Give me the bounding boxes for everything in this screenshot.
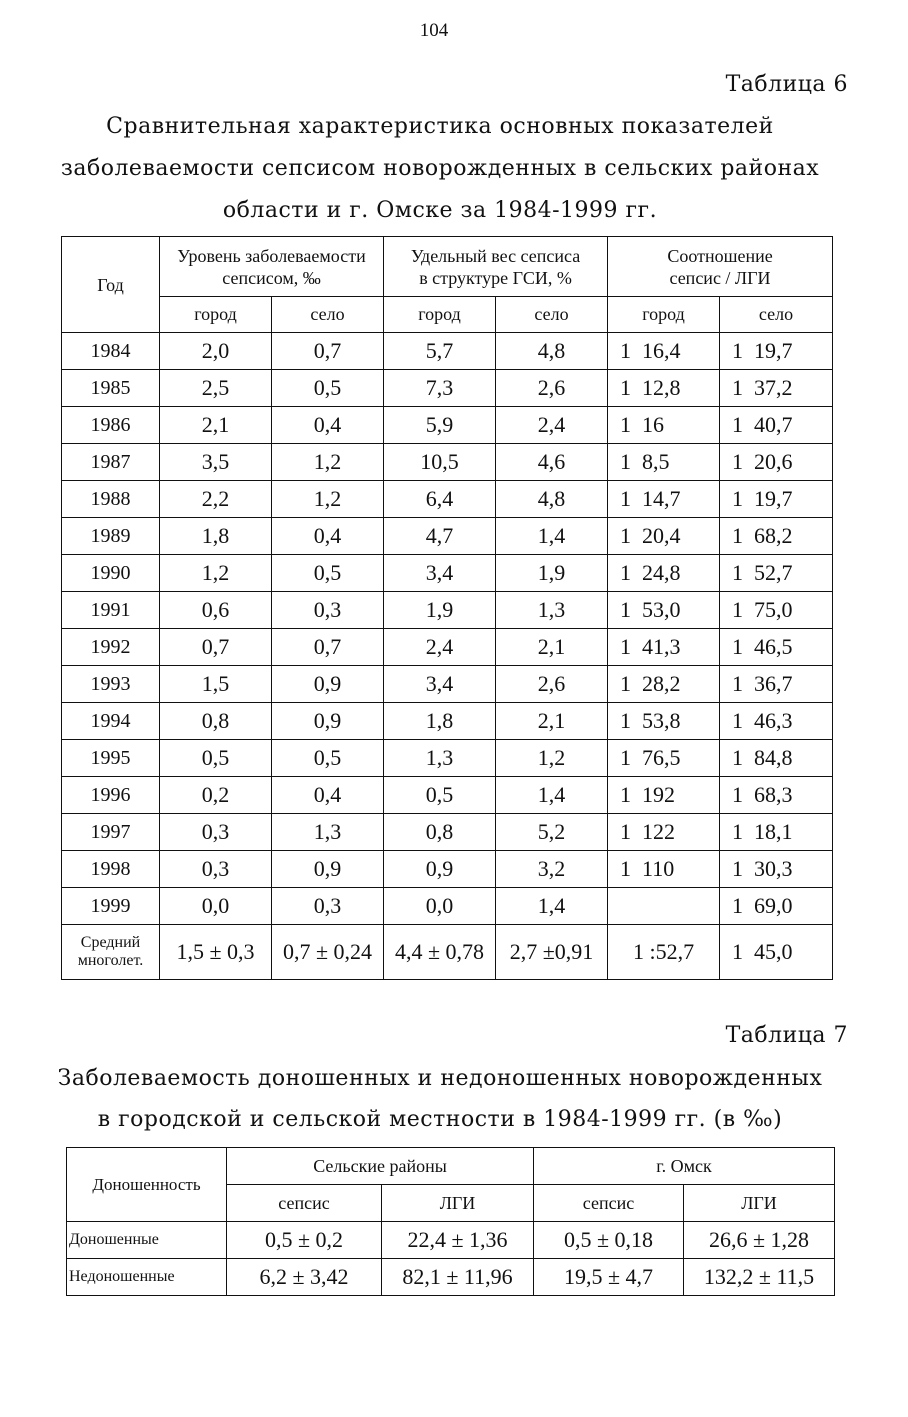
ratio-right: 36,7: [754, 671, 793, 696]
ratio-left: 1: [732, 782, 744, 807]
value-cell: 3,4: [384, 555, 496, 592]
ratio-cell: [608, 629, 720, 666]
table-row: [62, 481, 833, 518]
table-row: [67, 1222, 835, 1259]
ratio-right: 30,3: [754, 856, 793, 881]
value-cell: 2,4: [384, 629, 496, 666]
ratio-value: [720, 597, 832, 623]
ratio-right: 16,4: [642, 338, 681, 363]
table-row: [67, 1259, 835, 1296]
ratio-value: [720, 856, 832, 882]
ratio-left: 1: [620, 782, 632, 807]
value-cell: 10,5: [384, 444, 496, 481]
ratio-value: [720, 939, 832, 965]
ratio-cell: [608, 851, 720, 888]
year-cell: 1986: [62, 407, 160, 444]
ratio-value: [720, 375, 832, 401]
ratio-left: 1: [732, 745, 744, 770]
ratio-cell: [720, 740, 833, 777]
ratio-cell: [720, 370, 833, 407]
ratio-left: 1: [620, 560, 632, 585]
ratio-right: 46,5: [754, 634, 793, 659]
ratio-cell: [720, 703, 833, 740]
ratio-value: [608, 671, 719, 697]
table-row: [62, 814, 833, 851]
value-cell: 1,5: [160, 666, 272, 703]
value-cell: 1,4: [496, 777, 608, 814]
value-cell: 1,8: [160, 518, 272, 555]
ratio-cell: [608, 333, 720, 370]
table-row: [62, 370, 833, 407]
ratio-right: 8,5: [642, 449, 670, 474]
average-label-line-1: Средний: [80, 934, 141, 951]
ratio-value: [608, 560, 719, 586]
subheader-village: село: [720, 297, 833, 333]
ratio-value: [608, 782, 719, 808]
table7-title-line-2: в городской и сельской местности в 1984-1999 гг. (в ‰): [97, 1107, 783, 1132]
value-cell: 132,2 ± 11,5: [684, 1259, 835, 1296]
ratio-left: 1: [732, 708, 744, 733]
value-cell: 26,6 ± 1,28: [684, 1222, 835, 1259]
ratio-left: 1: [732, 486, 744, 511]
year-cell: 1985: [62, 370, 160, 407]
ratio-left: 1: [620, 819, 632, 844]
ratio-cell: [608, 444, 720, 481]
ratio-value: [720, 523, 832, 549]
subheader-city: город: [608, 297, 720, 333]
value-cell: 5,9: [384, 407, 496, 444]
ratio-value: [720, 708, 832, 734]
average-label: [62, 925, 160, 980]
ratio-value: [608, 375, 719, 401]
ratio-left: 1: [620, 375, 632, 400]
ratio-right: 192: [642, 782, 676, 807]
ratio-left: 1: [620, 338, 632, 363]
year-cell: 1989: [62, 518, 160, 555]
average-value: 1 :52,7: [608, 925, 720, 980]
subheader-village: село: [272, 297, 384, 333]
value-cell: 0,5: [272, 370, 384, 407]
value-cell: 1,3: [496, 592, 608, 629]
value-cell: 0,2: [160, 777, 272, 814]
value-cell: 0,3: [272, 888, 384, 925]
ratio-value: [720, 782, 832, 808]
value-cell: 0,7: [272, 333, 384, 370]
ratio-left: 1: [732, 671, 744, 696]
ratio-cell: [720, 444, 833, 481]
ratio-value: [720, 412, 832, 438]
ratio-value: [608, 523, 719, 549]
table-row: [62, 629, 833, 666]
ratio-right: 84,8: [754, 745, 793, 770]
ratio-right: 20,6: [754, 449, 793, 474]
ratio-cell: [720, 814, 833, 851]
year-cell: 1987: [62, 444, 160, 481]
value-cell: 5,7: [384, 333, 496, 370]
ratio-left: 1: [732, 819, 744, 844]
table-row: [62, 444, 833, 481]
year-cell: 1990: [62, 555, 160, 592]
ratio-left: 1: [732, 893, 744, 918]
average-label-line-2: многолет.: [77, 952, 144, 969]
table7: [66, 1147, 835, 1296]
ratio-cell: [720, 592, 833, 629]
value-cell: 1,8: [384, 703, 496, 740]
value-cell: 2,1: [160, 407, 272, 444]
ratio-right: 37,2: [754, 375, 793, 400]
value-cell: 0,7: [272, 629, 384, 666]
ratio-right: 28,2: [642, 671, 681, 696]
ratio-left: 1: [732, 375, 744, 400]
year-cell: 1998: [62, 851, 160, 888]
ratio-right: 53,8: [642, 708, 681, 733]
ratio-cell: [720, 555, 833, 592]
ratio-cell: [608, 740, 720, 777]
value-cell: 19,5 ± 4,7: [534, 1259, 684, 1296]
ratio-cell: [720, 407, 833, 444]
value-cell: 0,9: [272, 666, 384, 703]
ratio-right: 12,8: [642, 375, 681, 400]
value-cell: 1,2: [496, 740, 608, 777]
ratio-cell: [720, 666, 833, 703]
ratio-cell: [720, 777, 833, 814]
table-row: [62, 703, 833, 740]
value-cell: 1,2: [272, 481, 384, 518]
ratio-left: 1: [620, 412, 632, 437]
value-cell: 2,6: [496, 666, 608, 703]
subheader-lgi: ЛГИ: [382, 1185, 534, 1222]
year-cell: 1991: [62, 592, 160, 629]
year-cell: 1995: [62, 740, 160, 777]
ratio-left: 1: [620, 523, 632, 548]
year-cell: 1999: [62, 888, 160, 925]
value-cell: 2,0: [160, 333, 272, 370]
ratio-value: [720, 338, 832, 364]
year-cell: 1988: [62, 481, 160, 518]
ratio-right: 19,7: [754, 338, 793, 363]
value-cell: 0,0: [384, 888, 496, 925]
ratio-cell: [720, 333, 833, 370]
header-year: Год: [62, 237, 160, 333]
value-cell: 0,5 ± 0,18: [534, 1222, 684, 1259]
subheader-sepsis: сепсис: [534, 1185, 684, 1222]
value-cell: 1,2: [272, 444, 384, 481]
value-cell: 0,8: [384, 814, 496, 851]
ratio-value: [720, 449, 832, 475]
table-row: [62, 888, 833, 925]
header-term: Доношенность: [67, 1148, 227, 1222]
ratio-right: 14,7: [642, 486, 681, 511]
ratio-cell: [608, 888, 720, 925]
ratio-cell: [608, 814, 720, 851]
ratio-left: 1: [620, 708, 632, 733]
table-row: [62, 851, 833, 888]
row-label: Недоношенные: [67, 1259, 227, 1296]
ratio-left: 1: [620, 449, 632, 474]
year-cell: 1997: [62, 814, 160, 851]
value-cell: 0,3: [272, 592, 384, 629]
value-cell: 3,2: [496, 851, 608, 888]
subheader-city: город: [160, 297, 272, 333]
value-cell: 0,4: [272, 407, 384, 444]
value-cell: 0,8: [160, 703, 272, 740]
ratio-right: 75,0: [754, 597, 793, 622]
ratio-value: [608, 634, 719, 660]
value-cell: 1,2: [160, 555, 272, 592]
ratio-cell: [720, 888, 833, 925]
subheader-village: село: [496, 297, 608, 333]
ratio-right: 18,1: [754, 819, 793, 844]
ratio-cell: [608, 555, 720, 592]
value-cell: 0,5: [384, 777, 496, 814]
subheader-sepsis: сепсис: [227, 1185, 382, 1222]
ratio-left: 1: [620, 597, 632, 622]
value-cell: 22,4 ± 1,36: [382, 1222, 534, 1259]
value-cell: 1,3: [272, 814, 384, 851]
ratio-value: [608, 486, 719, 512]
ratio-right: 68,3: [754, 782, 793, 807]
value-cell: 2,1: [496, 703, 608, 740]
table-row: [62, 740, 833, 777]
ratio-left: 1: [620, 671, 632, 696]
ratio-left: 1: [732, 523, 744, 548]
average-value: 2,7 ±0,91: [496, 925, 608, 980]
table7-title-line-1: Заболеваемость доношенных и недоношенных новорожденных: [57, 1066, 823, 1091]
subheader-city: город: [384, 297, 496, 333]
table6: [61, 236, 833, 980]
table-row: [62, 777, 833, 814]
ratio-cell: [720, 629, 833, 666]
year-cell: 1992: [62, 629, 160, 666]
ratio-value: [608, 745, 719, 771]
value-cell: 0,9: [272, 851, 384, 888]
value-cell: 0,7: [160, 629, 272, 666]
year-cell: 1984: [62, 333, 160, 370]
ratio-cell: [720, 481, 833, 518]
ratio-right: 20,4: [642, 523, 681, 548]
ratio-left: 1: [732, 634, 744, 659]
ratio-left: 1: [732, 939, 744, 964]
value-cell: 3,4: [384, 666, 496, 703]
row-label: Доношенные: [67, 1222, 227, 1259]
ratio-right: 41,3: [642, 634, 681, 659]
ratio-right: 24,8: [642, 560, 681, 585]
ratio-value: [608, 338, 719, 364]
table6-title-line-2: заболеваемости сепсисом новорожденных в сельских районах: [60, 156, 820, 181]
header-ratio: Соотношение сепсис / ЛГИ: [608, 237, 833, 297]
ratio-value: [720, 486, 832, 512]
ratio-left: 1: [732, 560, 744, 585]
ratio-right: 68,2: [754, 523, 793, 548]
value-cell: 0,9: [384, 851, 496, 888]
ratio-value: [720, 745, 832, 771]
ratio-right: 40,7: [754, 412, 793, 437]
value-cell: 0,4: [272, 777, 384, 814]
table-row: [62, 555, 833, 592]
ratio-value: [608, 449, 719, 475]
ratio-cell: [608, 592, 720, 629]
ratio-cell: [608, 370, 720, 407]
value-cell: 1,3: [384, 740, 496, 777]
value-cell: 2,6: [496, 370, 608, 407]
table7-label: Таблица 7: [725, 1023, 848, 1048]
ratio-cell: [720, 518, 833, 555]
ratio-value: [720, 893, 832, 919]
value-cell: 0,5: [272, 740, 384, 777]
ratio-value: [720, 634, 832, 660]
value-cell: 2,2: [160, 481, 272, 518]
header-share: Удельный вес сепсиса в структуре ГСИ, %: [384, 237, 608, 297]
value-cell: 0,4: [272, 518, 384, 555]
value-cell: 0,3: [160, 814, 272, 851]
year-cell: 1994: [62, 703, 160, 740]
value-cell: 3,5: [160, 444, 272, 481]
value-cell: 6,4: [384, 481, 496, 518]
ratio-left: 1: [732, 856, 744, 881]
value-cell: 0,6: [160, 592, 272, 629]
table-row: [62, 407, 833, 444]
table-row: [62, 518, 833, 555]
ratio-right: 19,7: [754, 486, 793, 511]
value-cell: 6,2 ± 3,42: [227, 1259, 382, 1296]
year-cell: 1996: [62, 777, 160, 814]
ratio-cell: [720, 851, 833, 888]
value-cell: 4,8: [496, 333, 608, 370]
ratio-right: 53,0: [642, 597, 681, 622]
table-row: [62, 333, 833, 370]
ratio-right: 16: [642, 412, 665, 437]
table-row: [62, 666, 833, 703]
table6-title-line-3: области и г. Омске за 1984-1999 гг.: [222, 198, 658, 223]
ratio-cell: [608, 777, 720, 814]
value-cell: 82,1 ± 11,96: [382, 1259, 534, 1296]
average-ratio: [720, 925, 833, 980]
value-cell: 2,1: [496, 629, 608, 666]
average-value: 0,7 ± 0,24: [272, 925, 384, 980]
ratio-cell: [608, 666, 720, 703]
table6-label: Таблица 6: [725, 72, 848, 97]
ratio-value: [720, 819, 832, 845]
header-rural: Сельские районы: [227, 1148, 534, 1185]
ratio-cell: [608, 518, 720, 555]
page-number: 104: [419, 20, 449, 41]
value-cell: 1,9: [496, 555, 608, 592]
ratio-value: [608, 412, 719, 438]
value-cell: 7,3: [384, 370, 496, 407]
ratio-right: 122: [642, 819, 676, 844]
year-cell: 1993: [62, 666, 160, 703]
ratio-left: 1: [732, 449, 744, 474]
table6-title-line-1: Сравнительная характеристика основных показателей: [106, 114, 774, 139]
average-value: 1,5 ± 0,3: [160, 925, 272, 980]
value-cell: 0,5 ± 0,2: [227, 1222, 382, 1259]
ratio-value: [608, 819, 719, 845]
value-cell: 1,9: [384, 592, 496, 629]
ratio-left: 1: [620, 486, 632, 511]
header-omsk: г. Омск: [534, 1148, 835, 1185]
value-cell: 1,4: [496, 888, 608, 925]
ratio-value: [608, 597, 719, 623]
ratio-right: 45,0: [754, 939, 793, 964]
value-cell: 0,9: [272, 703, 384, 740]
ratio-right: 52,7: [754, 560, 793, 585]
value-cell: 4,7: [384, 518, 496, 555]
ratio-right: 46,3: [754, 708, 793, 733]
value-cell: 0,5: [160, 740, 272, 777]
value-cell: 0,5: [272, 555, 384, 592]
ratio-cell: [608, 703, 720, 740]
value-cell: 5,2: [496, 814, 608, 851]
ratio-value: [608, 856, 719, 882]
ratio-left: 1: [732, 597, 744, 622]
value-cell: 0,3: [160, 851, 272, 888]
ratio-left: 1: [620, 634, 632, 659]
table-row: [62, 592, 833, 629]
value-cell: 0,0: [160, 888, 272, 925]
average-row: [62, 925, 833, 980]
ratio-cell: [608, 481, 720, 518]
value-cell: 2,5: [160, 370, 272, 407]
ratio-left: 1: [620, 745, 632, 770]
value-cell: 4,8: [496, 481, 608, 518]
ratio-right: 110: [642, 856, 675, 881]
ratio-left: 1: [732, 338, 744, 363]
ratio-right: 76,5: [642, 745, 681, 770]
average-value: 4,4 ± 0,78: [384, 925, 496, 980]
ratio-value: [720, 560, 832, 586]
ratio-left: 1: [620, 856, 632, 881]
ratio-right: 69,0: [754, 893, 793, 918]
ratio-left: 1: [732, 412, 744, 437]
ratio-value: [720, 671, 832, 697]
header-incidence: Уровень заболеваемости сепсисом, ‰: [160, 237, 384, 297]
value-cell: 1,4: [496, 518, 608, 555]
ratio-value: [608, 708, 719, 734]
value-cell: 2,4: [496, 407, 608, 444]
ratio-cell: [608, 407, 720, 444]
subheader-lgi: ЛГИ: [684, 1185, 835, 1222]
value-cell: 4,6: [496, 444, 608, 481]
